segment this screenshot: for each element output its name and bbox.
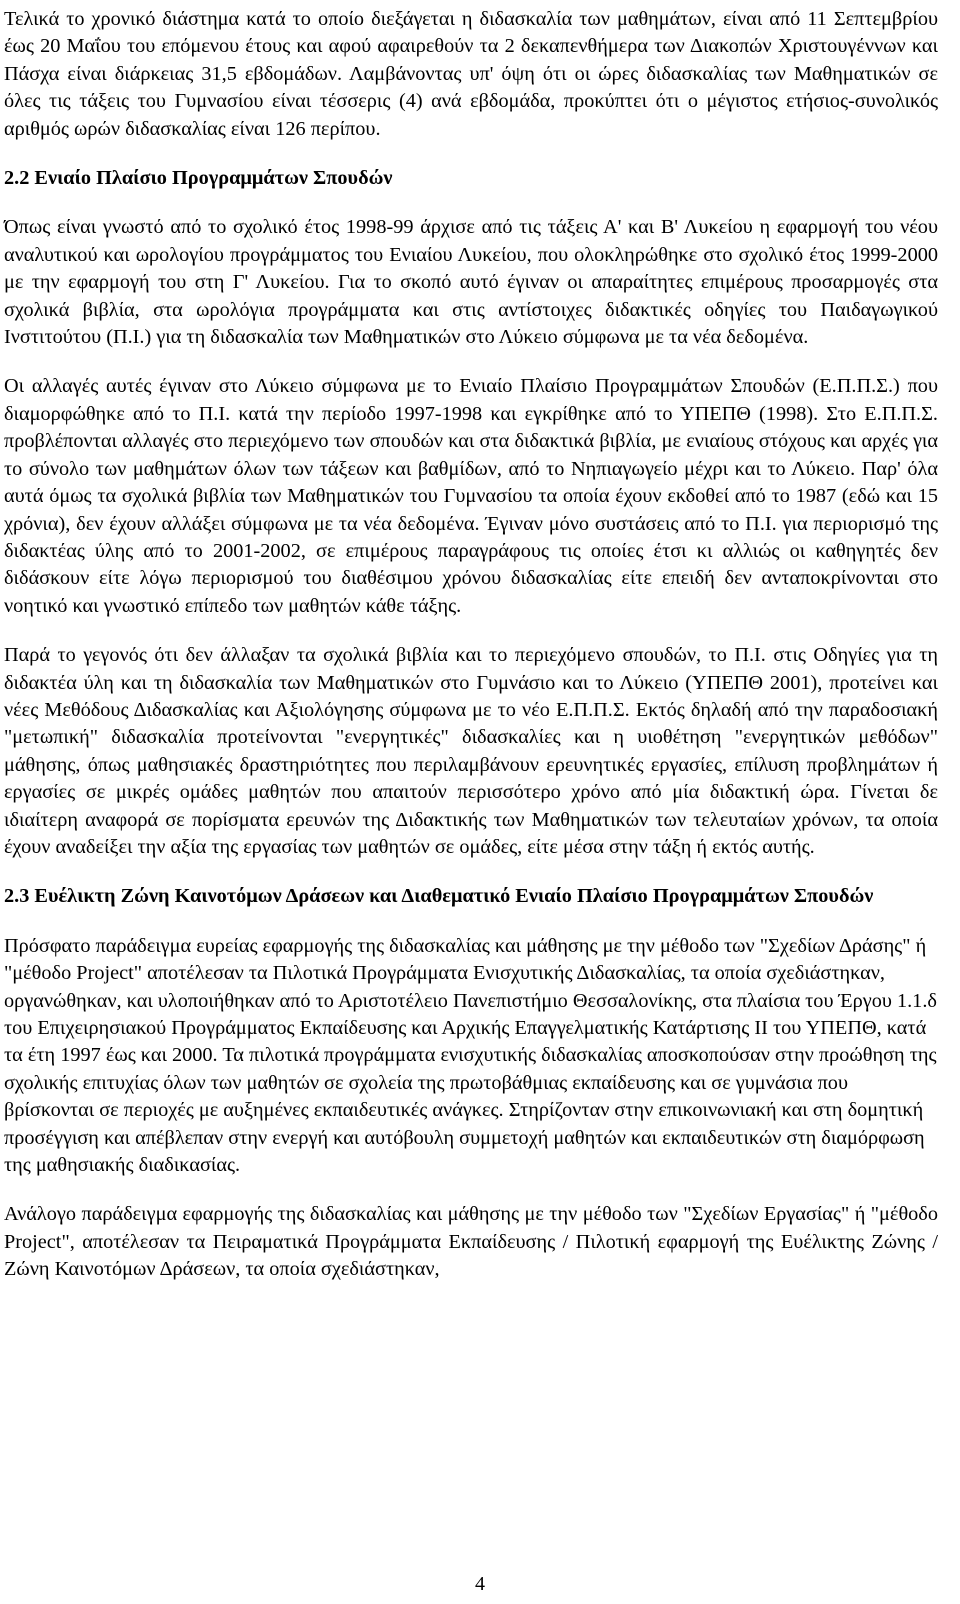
- section-heading-2-3: 2.3 Ευέλικτη Ζώνη Καινοτόμων Δράσεων και Διαθεματικό Ενιαίο Πλαίσιο Προγραμμάτων Σπουδών: [4, 885, 874, 908]
- section-2-3-paragraph-2: Ανάλογο παράδειγμα εφαρμογής της διδασκαλίας και μάθησης με την μέθοδο των "Σχεδίων Εργασίας" ή "μέθοδο Project", αποτέλεσαν τα Πειραματικά Προγράμματα Εκπαίδευσης / Πιλοτική εφαρμογή της Ευέλικτης Ζώνης / Ζώνη Καινοτόμων Δράσεων, τα οποία σχεδιάστηκαν,: [4, 1203, 938, 1281]
- section-2-3-paragraph-1: Πρόσφατο παράδειγμα ευρείας εφαρμογής της διδασκαλίας και μάθησης με την μέθοδο των "Σχεδίων Δράσης" ή "μέθοδο Project" αποτέλεσαν τα Πιλοτικά Προγράμματα Ενισχυτικής Διδασκαλίας, τα οποία σχεδιάστηκαν, οργανώθηκαν, και υλοποιήθηκαν από το Αριστοτέλειο Πανεπιστήμιο Θεσσαλονίκης, στα πλαίσια του Έργου 1.1.δ του Επιχειρησιακού Προγράμματος Εκπαίδευσης και Αρχικής Επαγγελματικής Κατάρτισης ΙΙ του ΥΠΕΠΘ, κατά τα έτη 1997 έως και 2000. Τα πιλοτικά προγράμματα ενισχυτικής διδασκαλίας αποσκοπούσαν στην προώθηση της σχολικής επιτυχίας όλων των μαθητών σε σχολεία της πρωτοβάθμιας εκπαίδευσης και σε γυμνάσια που βρίσκονται σε περιοχές με αυξημένες εκπαιδευτικές ανάγκες. Στηρίζονταν στην επικοινωνιακή και στη δομητική προσέγγιση και απέβλεπαν στην ενεργή και αυτόβουλη συμμετοχή μαθητών και εκπαιδευτικών στη διαμόρφωση της μαθησιακής διαδικασίας.: [4, 934, 937, 1177]
- document-page: [4, 6, 938, 1284]
- section-2-2-paragraph-2: Οι αλλαγές αυτές έγιναν στο Λύκειο σύμφωνα με το Ενιαίο Πλαίσιο Προγραμμάτων Σπουδών (Ε.Π.Π.Σ.) που διαμορφώθηκε από το Π.Ι. κατά την περίοδο 1997-1998 και εγκρίθηκε από το ΥΠΕΠΘ (1998). Στο Ε.Π.Π.Σ. προβλέπονται αλλαγές στο περιεχόμενο των σπουδών και στα διδακτικά βιβλία, με ενιαίους στόχους και αρχές για το σύνολο των μαθημάτων όλων των τάξεων και βαθμίδων, από το Νηπιαγωγείο μέχρι και το Λύκειο. Παρ' όλα αυτά όμως τα σχολικά βιβλία των Μαθηματικών του Γυμνασίου τα οποία έχουν εκδοθεί από το 1987 (εδώ και 15 χρόνια), δεν έχουν αλλάξει σύμφωνα με τα νέα δεδομένα. Έγιναν μόνο συστάσεις από το Π.Ι. για περιορισμό της διδακτέας ύλης από το 2001-2002, σε επιμέρους παραγράφους τις οποίες έτσι κι αλλιώς οι καθηγητές δεν διδάσκουν είτε λόγω περιορισμού του διαθέσιμου χρόνου διδασκαλίας είτε επειδή δεν ανταποκρίνονται στο νοητικό και γνωστικό επίπεδο των μαθητών κάθε τάξης.: [4, 375, 938, 617]
- section-2-2-paragraph-3: Παρά το γεγονός ότι δεν άλλαξαν τα σχολικά βιβλία και το περιεχόμενο σπουδών, το Π.Ι. στις Οδηγίες για τη διδακτέα ύλη και τη διδασκαλία των Μαθηματικών στο Γυμνάσιο και το Λύκειο (ΥΠΕΠΘ 2001), προτείνει και νέες Μεθόδους Διδασκαλίας και Αξιολόγησης σύμφωνα με το νέο Ε.Π.Π.Σ. Εκτός δηλαδή από την παραδοσιακή "μετωπική" διδασκαλία προτείνονται "ενεργητικές" διδασκαλίες και η υιοθέτηση "ενεργητικών μεθόδων" μάθησης, όπως μαθησιακές δραστηριότητες που περιλαμβάνουν ερευνητικές εργασίες, επίλυση προβλημάτων ή εργασίες σε μικρές ομάδες μαθητών που απαιτούν περισσότερο χρόνο από μία διδακτική ώρα. Γίνεται δε ιδιαίτερη αναφορά σε πορίσματα ερευνών της Διδακτικής των Μαθηματικών των τελευταίων χρόνων, τα οποία έχουν αναδείξει την αξία της εργασίας των μαθητών σε ομάδες, είτε μέσα στην τάξη ή εκτός αυτής.: [4, 644, 938, 858]
- section-2-2-paragraph-1: Όπως είναι γνωστό από το σχολικό έτος 1998-99 άρχισε από τις τάξεις Α' και Β' Λυκείου η εφαρμογή του νέου αναλυτικού και ωρολογίου προγράμματος του Ενιαίου Λυκείου, που ολοκληρώθηκε στο σχολικό έτος 1999-2000 με την εφαρμογή του στη Γ' Λυκείου. Για το σκοπό αυτό έγιναν οι απαραίτητες επιμέρους προσαρμογές στα σχολικά βιβλία, στα ωρολόγια προγράμματα και στις αντίστοιχες διδακτικές οδηγίες του Παιδαγωγικού Ινστιτούτου (Π.Ι.) για τη διδασκαλία των Μαθηματικών στο Λύκειο σύμφωνα με τα νέα δεδομένα.: [4, 216, 938, 349]
- section-heading-2-2: 2.2 Ενιαίο Πλαίσιο Προγραμμάτων Σπουδών: [4, 167, 393, 190]
- intro-paragraph: Τελικά το χρονικό διάστημα κατά το οποίο διεξάγεται η διδασκαλία των μαθημάτων, είναι από 11 Σεπτεμβρίου έως 20 Μαΐου του επόμενου έτους και αφού αφαιρεθούν τα 2 δεκαπενθήμερα των Διακοπών Χριστουγέννων και Πάσχα είναι διάρκειας 31,5 εβδομάδων. Λαμβάνοντας υπ' όψη ότι οι ώρες διδασκαλίας των Μαθηματικών σε όλες τις τάξεις του Γυμνασίου είναι τέσσερις (4) ανά εβδομάδα, προκύπτει ότι ο μέγιστος ετήσιος-συνολικός αριθμός ωρών διδασκαλίας είναι 126 περίπου.: [4, 8, 938, 140]
- page-number: 4: [475, 1573, 485, 1595]
